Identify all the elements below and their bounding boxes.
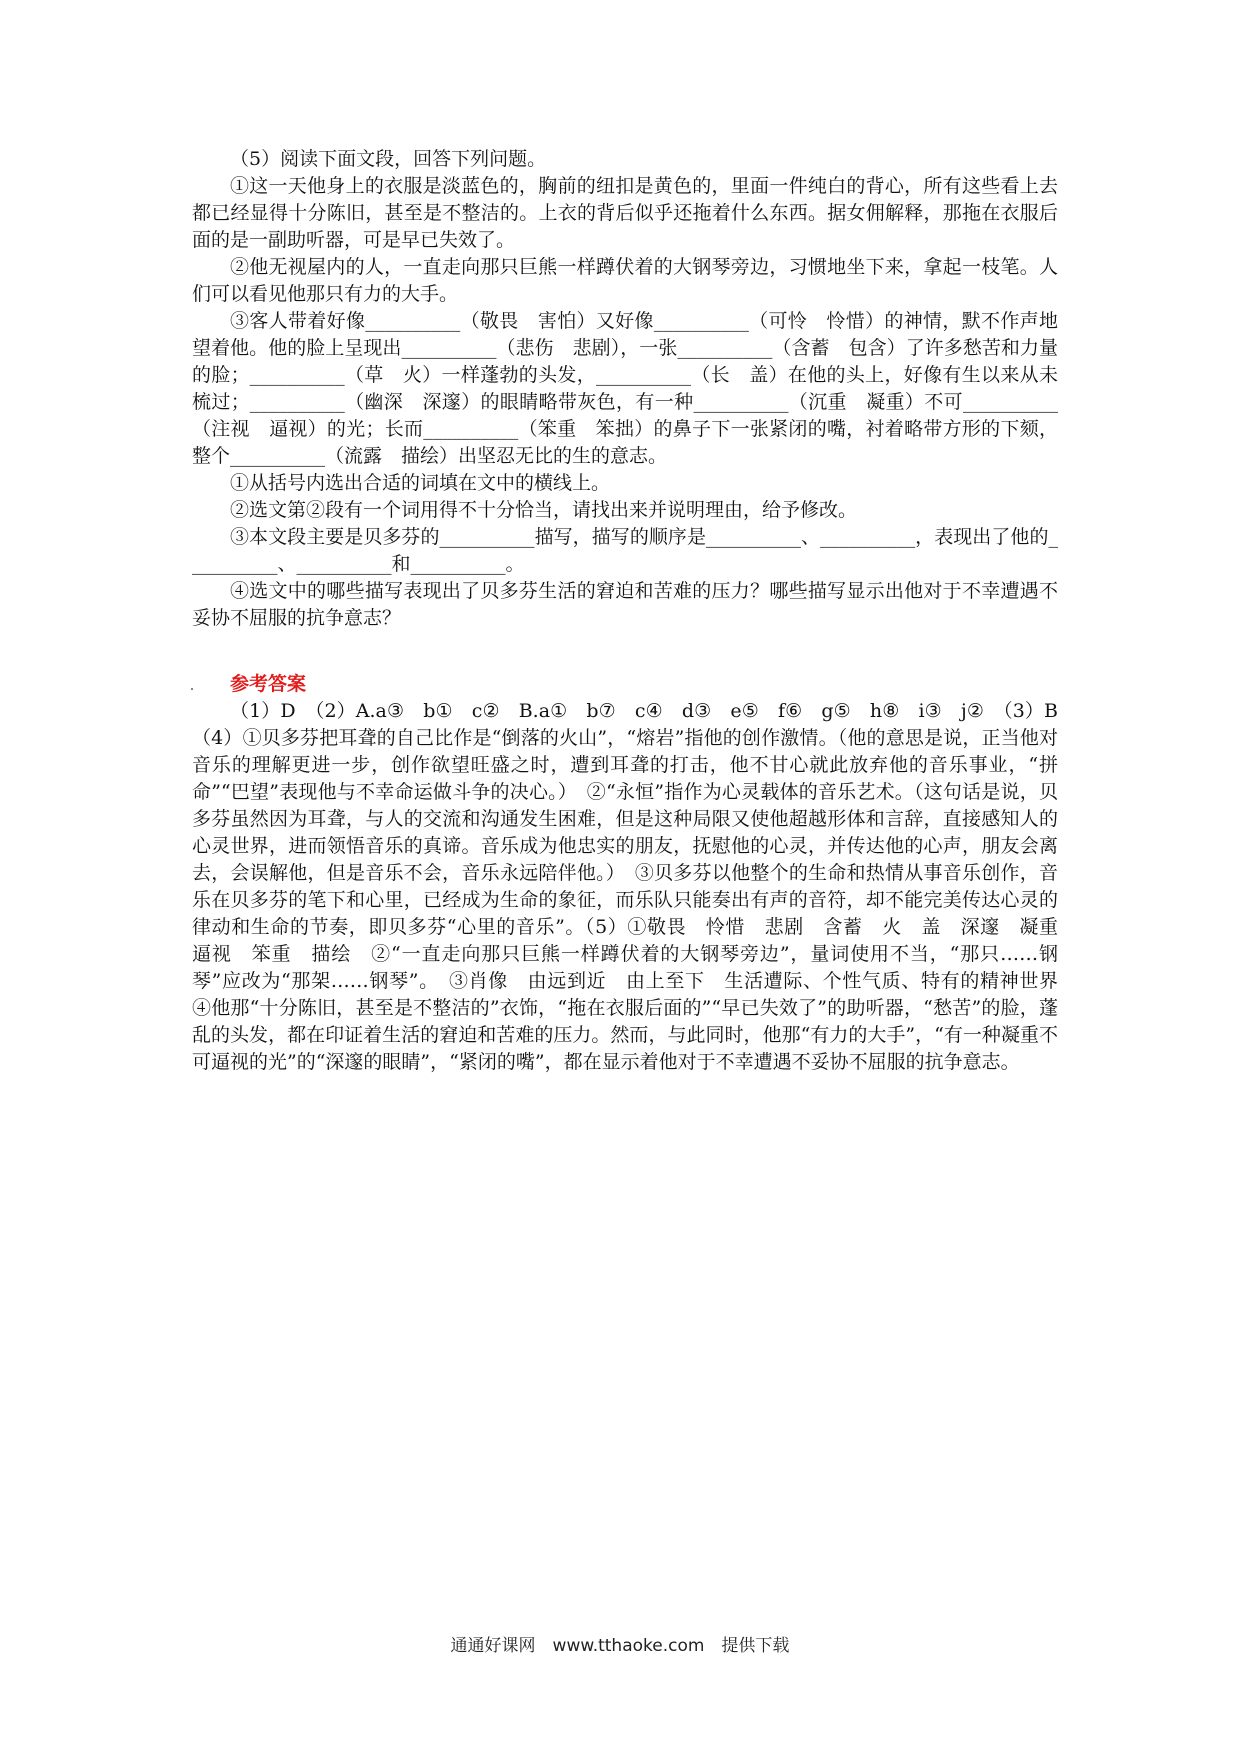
passage-paragraph-1: ①这一天他身上的衣服是淡蓝色的，胸前的纽扣是黄色的，里面一件纯白的背心，所有这些看上去都已经显得十分陈旧，甚至是不整洁的。上衣的背后似乎还拖着什么东西。据女佣解释，那拖在衣服后面的是一副助听器，可是早已失效了。	[192, 175, 1058, 251]
section-spacer	[192, 632, 1058, 670]
page-footer: 通通好课网 www.tthaoke.com 提供下载	[450, 1636, 790, 1656]
scan-speck	[191, 688, 193, 690]
document-page	[192, 146, 1078, 1076]
question-3: ③本文段主要是贝多芬的__________描写，描写的顺序是__________、__________，表现出了他的__________、__________和__________。	[192, 526, 1058, 575]
passage-paragraph-3: ③客人带着好像__________（敬畏 害怕）又好像__________（可怜 怜惜）的神情，默不作声地望着他。他的脸上呈现出__________（悲伤 悲剧），一张__________（含蓄 包含）了许多愁苦和力量的脸；__________（草 火）一样蓬勃的头发，__________（长 盖）在他的头上，好像有生以来从未梳过；__________（幽深 深邃）的眼睛略带灰色，有一种__________（沉重 凝重）不可__________（注视 逼视）的光；长而__________（笨重 笨拙）的鼻子下一张紧闭的嘴，衬着略带方形的下颏，整个__________（流露 描绘）出坚忍无比的生的意志。	[192, 310, 1058, 467]
question-2: ②选文第②段有一个词用得不十分恰当，请找出来并说明理由，给予修改。	[230, 499, 858, 521]
answer-title: 参考答案	[230, 673, 307, 695]
passage-paragraph-2: ②他无视屋内的人，一直走向那只巨熊一样蹲伏着的大钢琴旁边，习惯地坐下来，拿起一枝笔。人们可以看见他那只有力的大手。	[192, 256, 1058, 305]
question-1: ①从括号内选出合适的词填在文中的横线上。	[230, 472, 611, 494]
passage-heading: （5）阅读下面文段，回答下列问题。	[230, 148, 547, 170]
answer-body: （1）D （2）A.a③ b① c② B.a① b⑦ c④ d③ e⑤ f⑥ g⑤ h⑧ i③ j② （3）B （4）①贝多芬把耳聋的自己比作是“倒落的火山”，“熔岩”指他的创作激情。（他的意思是说，正当他对音乐的理解更进一步，创作欲望旺盛之时，遭到耳聋的打击，他不甘心就此放弃他的音乐事业，“拼命”“巴望”表现他与不幸命运做斗争的决心。） ②“永恒”指作为心灵载体的音乐艺术。（这句话是说，贝多芬虽然因为耳聋，与人的交流和沟通发生困难，但是这种局限又使他超越形体和言辞，直接感知人的心灵世界，进而领悟音乐的真谛。音乐成为他忠实的朋友，抚慰他的心灵，并传达他的心声，朋友会离去，会误解他，但是音乐不会，音乐永远陪伴他。） ③贝多芬以他整个的生命和热情从事音乐创作，音乐在贝多芬的笔下和心里，已经成为生命的象征，而乐队只能奏出有声的音符，却不能完美传达心灵的律动和生命的节奏，即贝多芬“心里的音乐”。（5）①敬畏 怜惜 悲剧 含蓄 火 盖 深邃 凝重 逼视 笨重 描绘 ②“一直走向那只巨熊一样蹲伏着的大钢琴旁边”，量词使用不当，“那只……钢琴”应改为“那架……钢琴”。 ③肖像 由远到近 由上至下 生活遭际、个性气质、特有的精神世界 ④他那“十分陈旧，甚至是不整洁的”衣饰，“拖在衣服后面的”“早已失效了”的助听器，“愁苦”的脸，蓬乱的头发，都在印证着生活的窘迫和苦难的压力。然而，与此同时，他那“有力的大手”，“有一种凝重不可逼视的光”的“深邃的眼睛”，“紧闭的嘴”，都在显示着他对于不幸遭遇不妥协不屈服的抗争意志。	[192, 700, 1078, 1073]
question-4: ④选文中的哪些描写表现出了贝多芬生活的窘迫和苦难的压力？哪些描写显示出他对于不幸遭遇不妥协不屈服的抗争意志？	[192, 580, 1058, 629]
